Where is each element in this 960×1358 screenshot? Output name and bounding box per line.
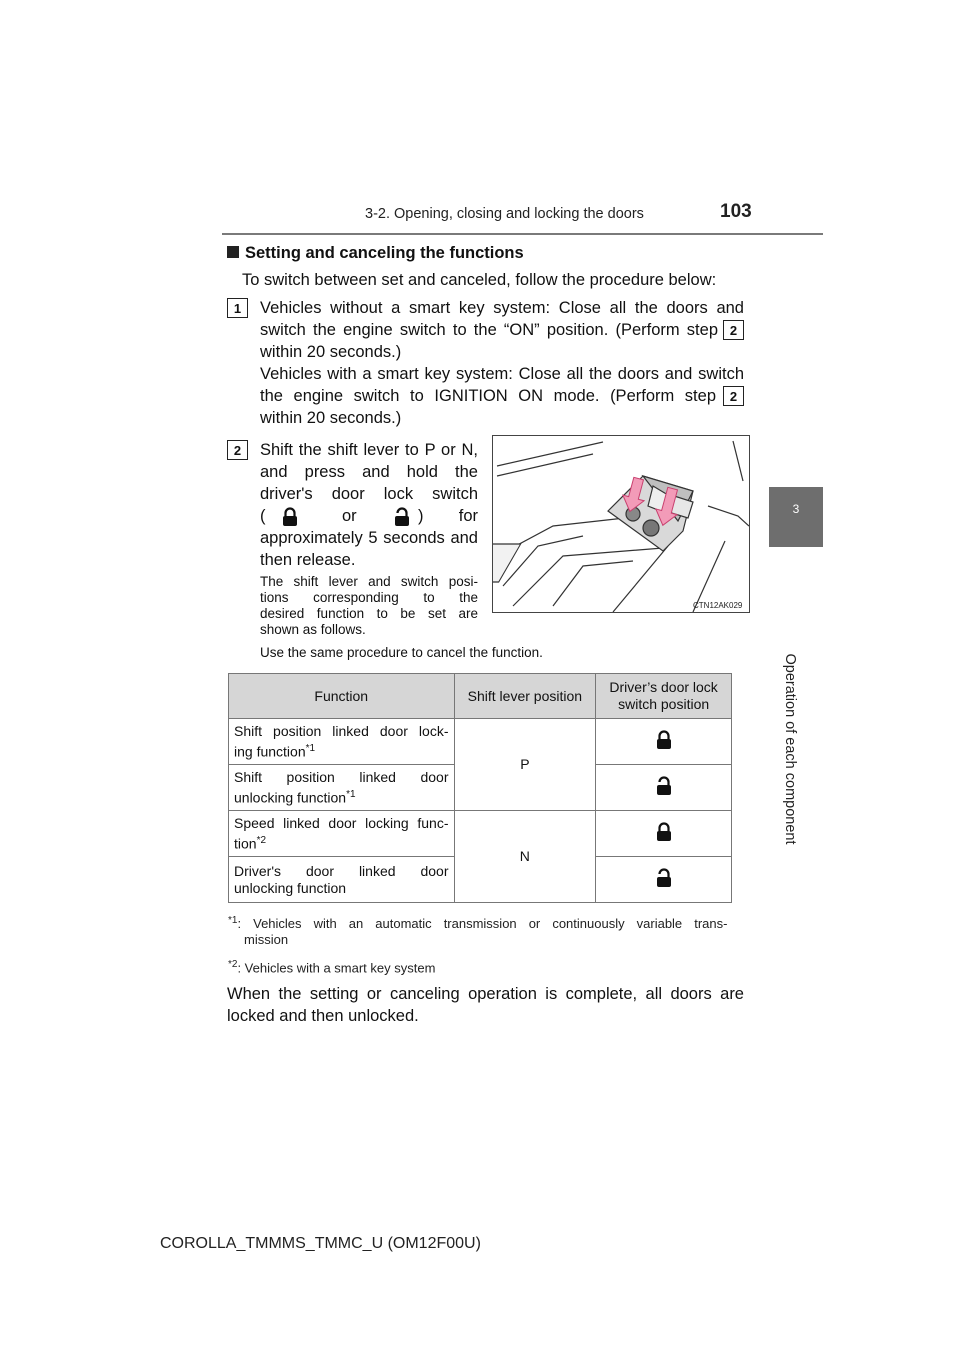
closing-line-2: locked and then unlocked. [227, 1007, 419, 1025]
chapter-number: 3 [792, 502, 800, 516]
step-2-note-5: Use the same procedure to cancel the function. [260, 645, 543, 660]
table-header-row [229, 674, 732, 719]
function-text: Shift position linked door [234, 768, 449, 785]
step-2-note-2: tions corresponding to the [260, 590, 478, 605]
step-2-note-4: shown as follows. [260, 622, 366, 637]
function-text: ing function [234, 743, 306, 760]
step-2-line-2: and press and hold the [260, 463, 478, 481]
shift-cell: P [454, 719, 596, 811]
footnote-mark: *2 [228, 959, 238, 970]
section-heading [227, 244, 524, 263]
step-2-note-3: desired function to be set are [260, 606, 478, 621]
header-rule [222, 233, 823, 235]
unlock-icon [596, 765, 732, 811]
step-1-line-4: Vehicles with a smart key system: Close all the doors and switch [260, 365, 744, 383]
heading-text: Setting and canceling the functions [245, 244, 524, 262]
step-1-line-1: Vehicles without a smart key system: Close all the doors and [260, 299, 744, 317]
function-text: Shift position linked door lock- [234, 722, 449, 739]
table-row [229, 719, 732, 765]
intro-text: To switch between set and canceled, follow the procedure below: [242, 271, 717, 289]
step-ref-box: 2 [723, 320, 744, 340]
step-2-line-3: driver's door lock switch [260, 485, 478, 503]
function-cell [229, 765, 455, 811]
function-cell [229, 811, 455, 857]
door-switch-illustration [492, 435, 750, 613]
footnote-mark: *2 [256, 834, 267, 846]
illustration-code: CTN12AK029 [693, 601, 743, 610]
step-1-line-2: switch the engine switch to the “ON” position. (Perform step [260, 321, 718, 339]
function-text: Speed linked door locking func- [234, 814, 449, 831]
step-1-line-6: within 20 seconds.) [260, 409, 402, 427]
unlock-icon [596, 857, 732, 903]
shift-cell: N [454, 811, 596, 903]
step-ref-box: 2 [723, 386, 744, 406]
lock-icon [596, 811, 732, 857]
header-switch-position: Driver’s door lock switch position [596, 674, 732, 719]
document-footer: COROLLA_TMMMS_TMMC_U (OM12F00U) [160, 1235, 481, 1252]
footnote-mark: *1 [346, 788, 356, 800]
heading-square-icon [227, 246, 239, 258]
page-number: 103 [720, 201, 752, 222]
step-1-box: 1 [227, 298, 248, 318]
function-text: unlocking function [234, 789, 347, 806]
section-title: 3-2. Opening, closing and locking the doors [365, 206, 644, 222]
footnote-mark: *1 [305, 742, 316, 754]
header-function: Function [229, 674, 455, 719]
chapter-tab [769, 487, 823, 547]
footnote-2-text: : Vehicles with a smart key system [237, 960, 436, 976]
footnote-2 [228, 956, 435, 976]
paren-open: ( [260, 507, 266, 525]
step-1-line-3: within 20 seconds.) [260, 343, 402, 361]
function-cell [229, 719, 455, 765]
header-shift-lever: Shift lever position [454, 674, 596, 719]
footnote-mark: *1 [228, 915, 238, 926]
step-2-line-4 [260, 505, 478, 527]
table-row [229, 811, 732, 857]
function-text: unlocking function [234, 879, 347, 896]
footnote-1 [228, 912, 727, 932]
function-text: Driver's door linked door [234, 862, 449, 879]
footnote-1-cont: mission [244, 932, 289, 947]
step-2-box: 2 [227, 440, 248, 460]
for-text: ) for [418, 507, 478, 525]
step-2-line-5: approximately 5 seconds and [260, 529, 478, 547]
function-cell [229, 857, 455, 903]
footnote-1-text: : Vehicles with an automatic transmission or continuously variable trans- [237, 916, 728, 932]
lock-icon [596, 719, 732, 765]
or-text: or [342, 507, 357, 525]
chapter-label-text: Operation of each component [782, 653, 798, 845]
closing-line-1: When the setting or canceling operation is complete, all doors are [227, 985, 744, 1003]
function-text: tion [234, 835, 257, 852]
step-2-note-1: The shift lever and switch posi- [260, 574, 478, 589]
function-table [228, 673, 732, 903]
step-1-line-5: the engine switch to IGNITION ON mode. (Perform step [260, 387, 716, 405]
step-2-line-6: then release. [260, 551, 356, 569]
step-2-line-1: Shift the shift lever to P or N, [260, 441, 478, 459]
